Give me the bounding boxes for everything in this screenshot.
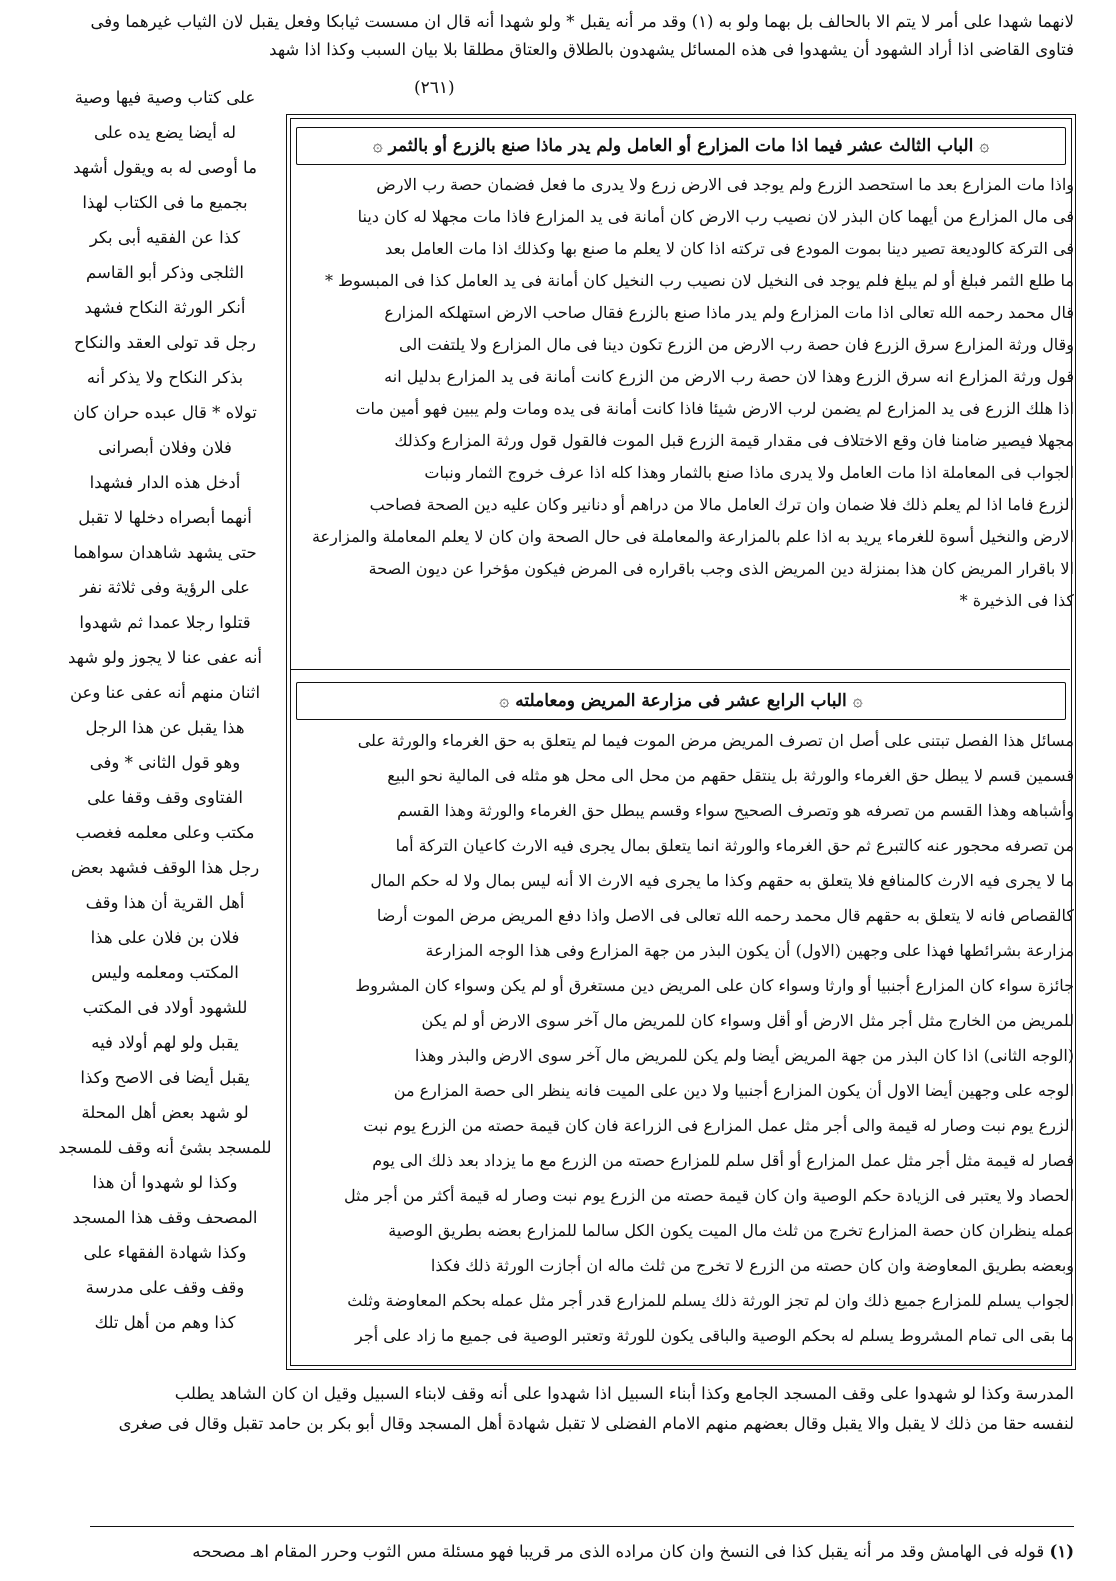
footnote-text: قوله فى الهامش وقد مر أنه يقبل كذا فى النسخ وان كان مراده الذى مر قريبا فهو مسئلة مس الثوب وحرر المقام اهـ مصححه [192, 1542, 1045, 1561]
body-line: جائزة سواء كان المزارع أجنبيا أو وارثا وسواء كان على المريض دين مستغرق أو لم يكن وسواء كان المشروط [355, 976, 1074, 995]
body-line: وقال ورثة المزارع سرق الزرع فان حصة رب الارض من الزرع تكون دينا فى مال المزارع ولا يلتفت الى [399, 335, 1074, 354]
side-line: للمسجد بشئ أنه وقف للمسجد [58, 1138, 272, 1157]
body-line: فى مال المزارع من أيهما كان البذر لان نصيب رب الارض كان أمانة فى يد المزارع فاذا مات مجهلا له كان دينا [357, 207, 1074, 226]
body-line: الجواب فى المعاملة اذا مات العامل ولا يدرى ماذا صنع بالثمار وهذا كله اذا عرف خروج الثمار ونبات [424, 463, 1074, 482]
body-line: مجهلا فيصير ضامنا فان وقع الاختلاف فى مقدار قيمة الزرع قبل الموت فالقول قول ورثة المزارع وكذلك [394, 431, 1074, 450]
side-line: المكتب ومعلمه وليس [91, 963, 239, 982]
side-line: وكذا لو شهدوا أن هذا [92, 1173, 238, 1192]
body-line: ما بقى الى تمام المشروط يسلم له بحكم الوصية والباقى يكون للورثة وتعتبر الوصية فى جميع ما زاد على أجر [354, 1326, 1074, 1345]
body-line: الا باقرار المريض كان هذا بمنزلة دين المريض الذى وجب باقراره فى المرض فيكون مؤخرا عن ديون الصحة [368, 559, 1074, 578]
top-line-1: لانهما شهدا على أمر لا يتم الا بالحالف بل بهما ولو به (١) وقد مر أنه يقبل * ولو شهدا أنه قال ان مسست ثيابكا وفعل يقبل لان الثياب غيرهما وفى [90, 12, 1074, 31]
body-line: واذا مات المزارع بعد ما استحصد الزرع ولم يوجد فى الارض زرع ولا يدرى ما فعل فضمان حصة رب الارض [376, 175, 1074, 194]
body-line: قول ورثة المزارع انه سرق الزرع وهذا لان حصة رب الارض من الزرع كانت أمانة فى يد المزارع بدليل انه [384, 367, 1074, 386]
side-line: كذا وهم من أهل تلك [94, 1313, 236, 1332]
body-line: الارض والنخيل أسوة للغرماء يريد به اذا علم بالمزارعة والمعاملة فى حال الصحة وان كان لا يعلم المعاملة والمزارعة [311, 527, 1074, 546]
page-number: (٢٦١) [414, 78, 455, 98]
ornament-icon: ۞ [499, 691, 510, 711]
body-line: مزارعة بشرائطها فهذا على وجهين (الاول) أن يكون البذر من جهة المزارع وفى هذا الوجه المزارعة [425, 941, 1074, 960]
side-line: له أيضا يضع يده على [93, 123, 236, 142]
side-line: الفتاوى وقف وقفا على [87, 788, 243, 807]
chapter-14-heading [296, 682, 1066, 720]
bottom-line-2: لنفسه حقا من ذلك لا يقبل والا يقبل وقال بعضهم منهم الامام الفضلى لا تقبل شهادة أهل المسجد وقال أبو بكر بن حامد تقبل وقال فى صغرى [118, 1414, 1074, 1433]
side-line: بذكر النكاح ولا يذكر أنه [86, 368, 244, 387]
side-line: يقبل ولو لهم أولاد فيه [91, 1033, 239, 1052]
side-line: المصحف وقف هذا المسجد [72, 1208, 258, 1227]
body-line: فى التركة كالوديعة تصير دينا بموت المودع فى تركته اذا كان لا يعلم ما صنع بها وكذلك اذا مات العامل بعد [385, 239, 1074, 258]
side-line: فلان بن فلان على هذا [90, 928, 240, 947]
side-line: رجل قد تولى العقد والنكاح [73, 333, 256, 352]
side-line: فلان وفلان أبصرانى [98, 438, 232, 457]
ornament-icon: ۞ [852, 691, 863, 711]
body-line: عمله ينظران كان حصة المزارع تخرج من ثلث مال الميت يكون الكل سالما للمزارع بعضه بطريق الوصية [388, 1221, 1074, 1240]
body-line: فصار له قيمة مثل أجر مثل عمل المزارع أو أقل سلم للمزارع حصته من الزرع مع ما يزداد بعد ذلك الى يوم [372, 1151, 1074, 1170]
side-line: ما أوصى له به ويقول أشهد [73, 158, 257, 177]
body-line: ما لا يجرى فيه الارث كالمنافع فلا يتعلق به حقهم وكذا ما يجرى فيه الارث الا أنه ليس بمال ولا له حكم المال [370, 871, 1074, 890]
body-line: قسمين قسم لا يبطل حق الغرماء والورثة بل ينتقل حقهم من محل الى محل هو مثله فى المالية نحو البيع [387, 766, 1074, 785]
side-line: على كتاب وصية فيها وصية [74, 88, 256, 107]
body-line: الوجه على وجهين أيضا الاول أن يكون المزارع أجنبيا ولا دين على الميت فانه ينظر الى حصة المزارع من [393, 1081, 1074, 1100]
body-line: من تصرفه محجور عنه كالتبرع ثم حق الغرماء والورثة انما يتعلق بمال يجرى فيه الارث كاعيان التركة أما [395, 836, 1074, 855]
side-line: أنه عفى عنا لا يجوز ولو شهد [67, 648, 263, 667]
side-line: أهل القرية أن هذا وقف [85, 893, 245, 912]
top-line-2: فتاوى القاضى اذا أراد الشهود أن يشهدوا فى هذه المسائل يشهدون بالطلاق والعتاق مطلقا بلا بيان السبب وكذا اذا شهد [269, 40, 1074, 59]
side-line: قتلوا رجلا عمدا ثم شهدوا [79, 613, 251, 632]
side-line: بجميع ما فى الكتاب لهذا [82, 193, 248, 212]
side-line: مكتب وعلى معلمه فغصب [75, 823, 255, 842]
side-line: أنهما أبصراه دخلها لا تقبل [78, 508, 252, 527]
side-line: اثنان منهم أنه عفى عنا وعن [69, 683, 261, 702]
body-line: الحصاد ولا يعتبر فى الزيادة حكم الوصية وان كان قيمة حصته من الزرع يوم نبت وصار له قيمة أكثر من أجر مثل [343, 1186, 1074, 1205]
side-line: رجل هذا الوقف فشهد بعض [70, 858, 260, 877]
side-line: على الرؤية وفى ثلاثة نفر [80, 578, 250, 597]
body-line: كالقصاص فانه لا يتعلق به حقهم قال محمد رحمه الله تعالى فى الاصل واذا دفع المريض مرض الموت أرضا [376, 906, 1074, 925]
bottom-line-1: المدرسة وكذا لو شهدوا على وقف المسجد الجامع وكذا أبناء السبيل اذا شهدوا على أنه وقف لابناء السبيل وقيل ان كان الشاهد يطلب [174, 1384, 1074, 1403]
side-line: للشهود أولاد فى المكتب [82, 998, 248, 1017]
body-line: للمريض من الخارج مثل أجر مثل الارض أو أقل وسواء كان للمريض مال آخر سوى الارض أو لم يكن [421, 1011, 1074, 1030]
ornament-icon: ۞ [372, 136, 383, 156]
body-line: مسائل هذا الفصل تبتنى على أصل ان تصرف المريض مرض الموت فيما لم يتعلق به حق الغرماء والورثة على [357, 731, 1074, 750]
side-line: كذا عن الفقيه أبى بكر [89, 228, 241, 247]
body-line: ما طلع الثمر فبلغ أو لم يبلغ فلم يوجد فى النخيل لان نصيب رب النخيل كان أمانة فى يد العامل كذا فى المبسوط * [324, 271, 1074, 290]
footnote [60, 1538, 1074, 1566]
side-line: هذا يقبل عن هذا الرجل [85, 718, 245, 737]
ornament-icon: ۞ [979, 136, 990, 156]
side-line: الثلجى وذكر أبو القاسم [86, 263, 244, 282]
body-line: اذا هلك الزرع فى يد المزارع لم يضمن لرب الارض شيئا فاذا كانت أمانة فى يده ومات ولم يبين فهو أمين مات [355, 399, 1074, 418]
chapter-13-heading [296, 127, 1066, 165]
side-line: وهو قول الثانى * وفى [89, 753, 241, 772]
chapter-14-title: الباب الرابع عشر فى مزارعة المريض ومعاملته [515, 691, 847, 711]
side-line: أدخل هذه الدار فشهدا [89, 473, 241, 492]
chapter-13-title: الباب الثالث عشر فيما اذا مات المزارع أو العامل ولم يدر ماذا صنع بالزرع أو بالثمر [388, 136, 974, 156]
side-line: حتى يشهد شاهدان سواهما [73, 543, 257, 562]
body-line: وبعضه بطريق المعاوضة وان كان حصته من الزرع لا تخرج من ثلث ماله ان أجازت الورثة ذلك فكذا [430, 1256, 1074, 1275]
body-line: الزرع فاما اذا لم يعلم ذلك فلا ضمان وان ترك العامل مالا من دراهم أو دنانير وكان عليه دين الصحة فصاحب [369, 495, 1074, 514]
section-divider [290, 669, 1070, 670]
body-line: كذا فى الذخيرة * [959, 591, 1074, 610]
side-line: وكذا شهادة الفقهاء على [83, 1243, 247, 1262]
side-line: لو شهد بعض أهل المحلة [81, 1103, 249, 1122]
body-line: قال محمد رحمه الله تعالى اذا مات المزارع ولم يدر ماذا صنع بالزرع فقال صاحب الارض استهلكه المزارع [384, 303, 1074, 322]
body-line: الزرع يوم نبت وصار له قيمة والى أجر مثل عمل المزارع فى الزراعة فان كان قيمة حصته من الزرع يوم نبت [363, 1116, 1074, 1135]
footnote-number: (١) [1049, 1542, 1074, 1561]
body-line: (الوجه الثانى) اذا كان البذر من جهة المريض أيضا ولم يكن للمريض مال آخر سوى الارض والبذر وهذا [414, 1046, 1074, 1065]
body-line: الجواب يسلم للمزارع جميع ذلك وان لم تجز الورثة ذلك يسلم للمزارع قدر أجر مثل عمله بحكم المعاوضة وثلث [347, 1291, 1074, 1310]
side-line: يقبل أيضا فى الاصح وكذا [80, 1068, 250, 1087]
side-line: وقف وقف على مدرسة [85, 1278, 245, 1297]
side-line: أنكر الورثة النكاح فشهد [84, 298, 246, 317]
body-line: وأشباهه وهذا القسم من تصرفه هو وتصرف الصحيح سواء وقسم يبطل حق الغرماء والورثة وهذا القسم [397, 801, 1074, 820]
side-line: تولاه * قال عبده حران كان [73, 403, 257, 422]
footnote-rule [90, 1526, 1074, 1527]
